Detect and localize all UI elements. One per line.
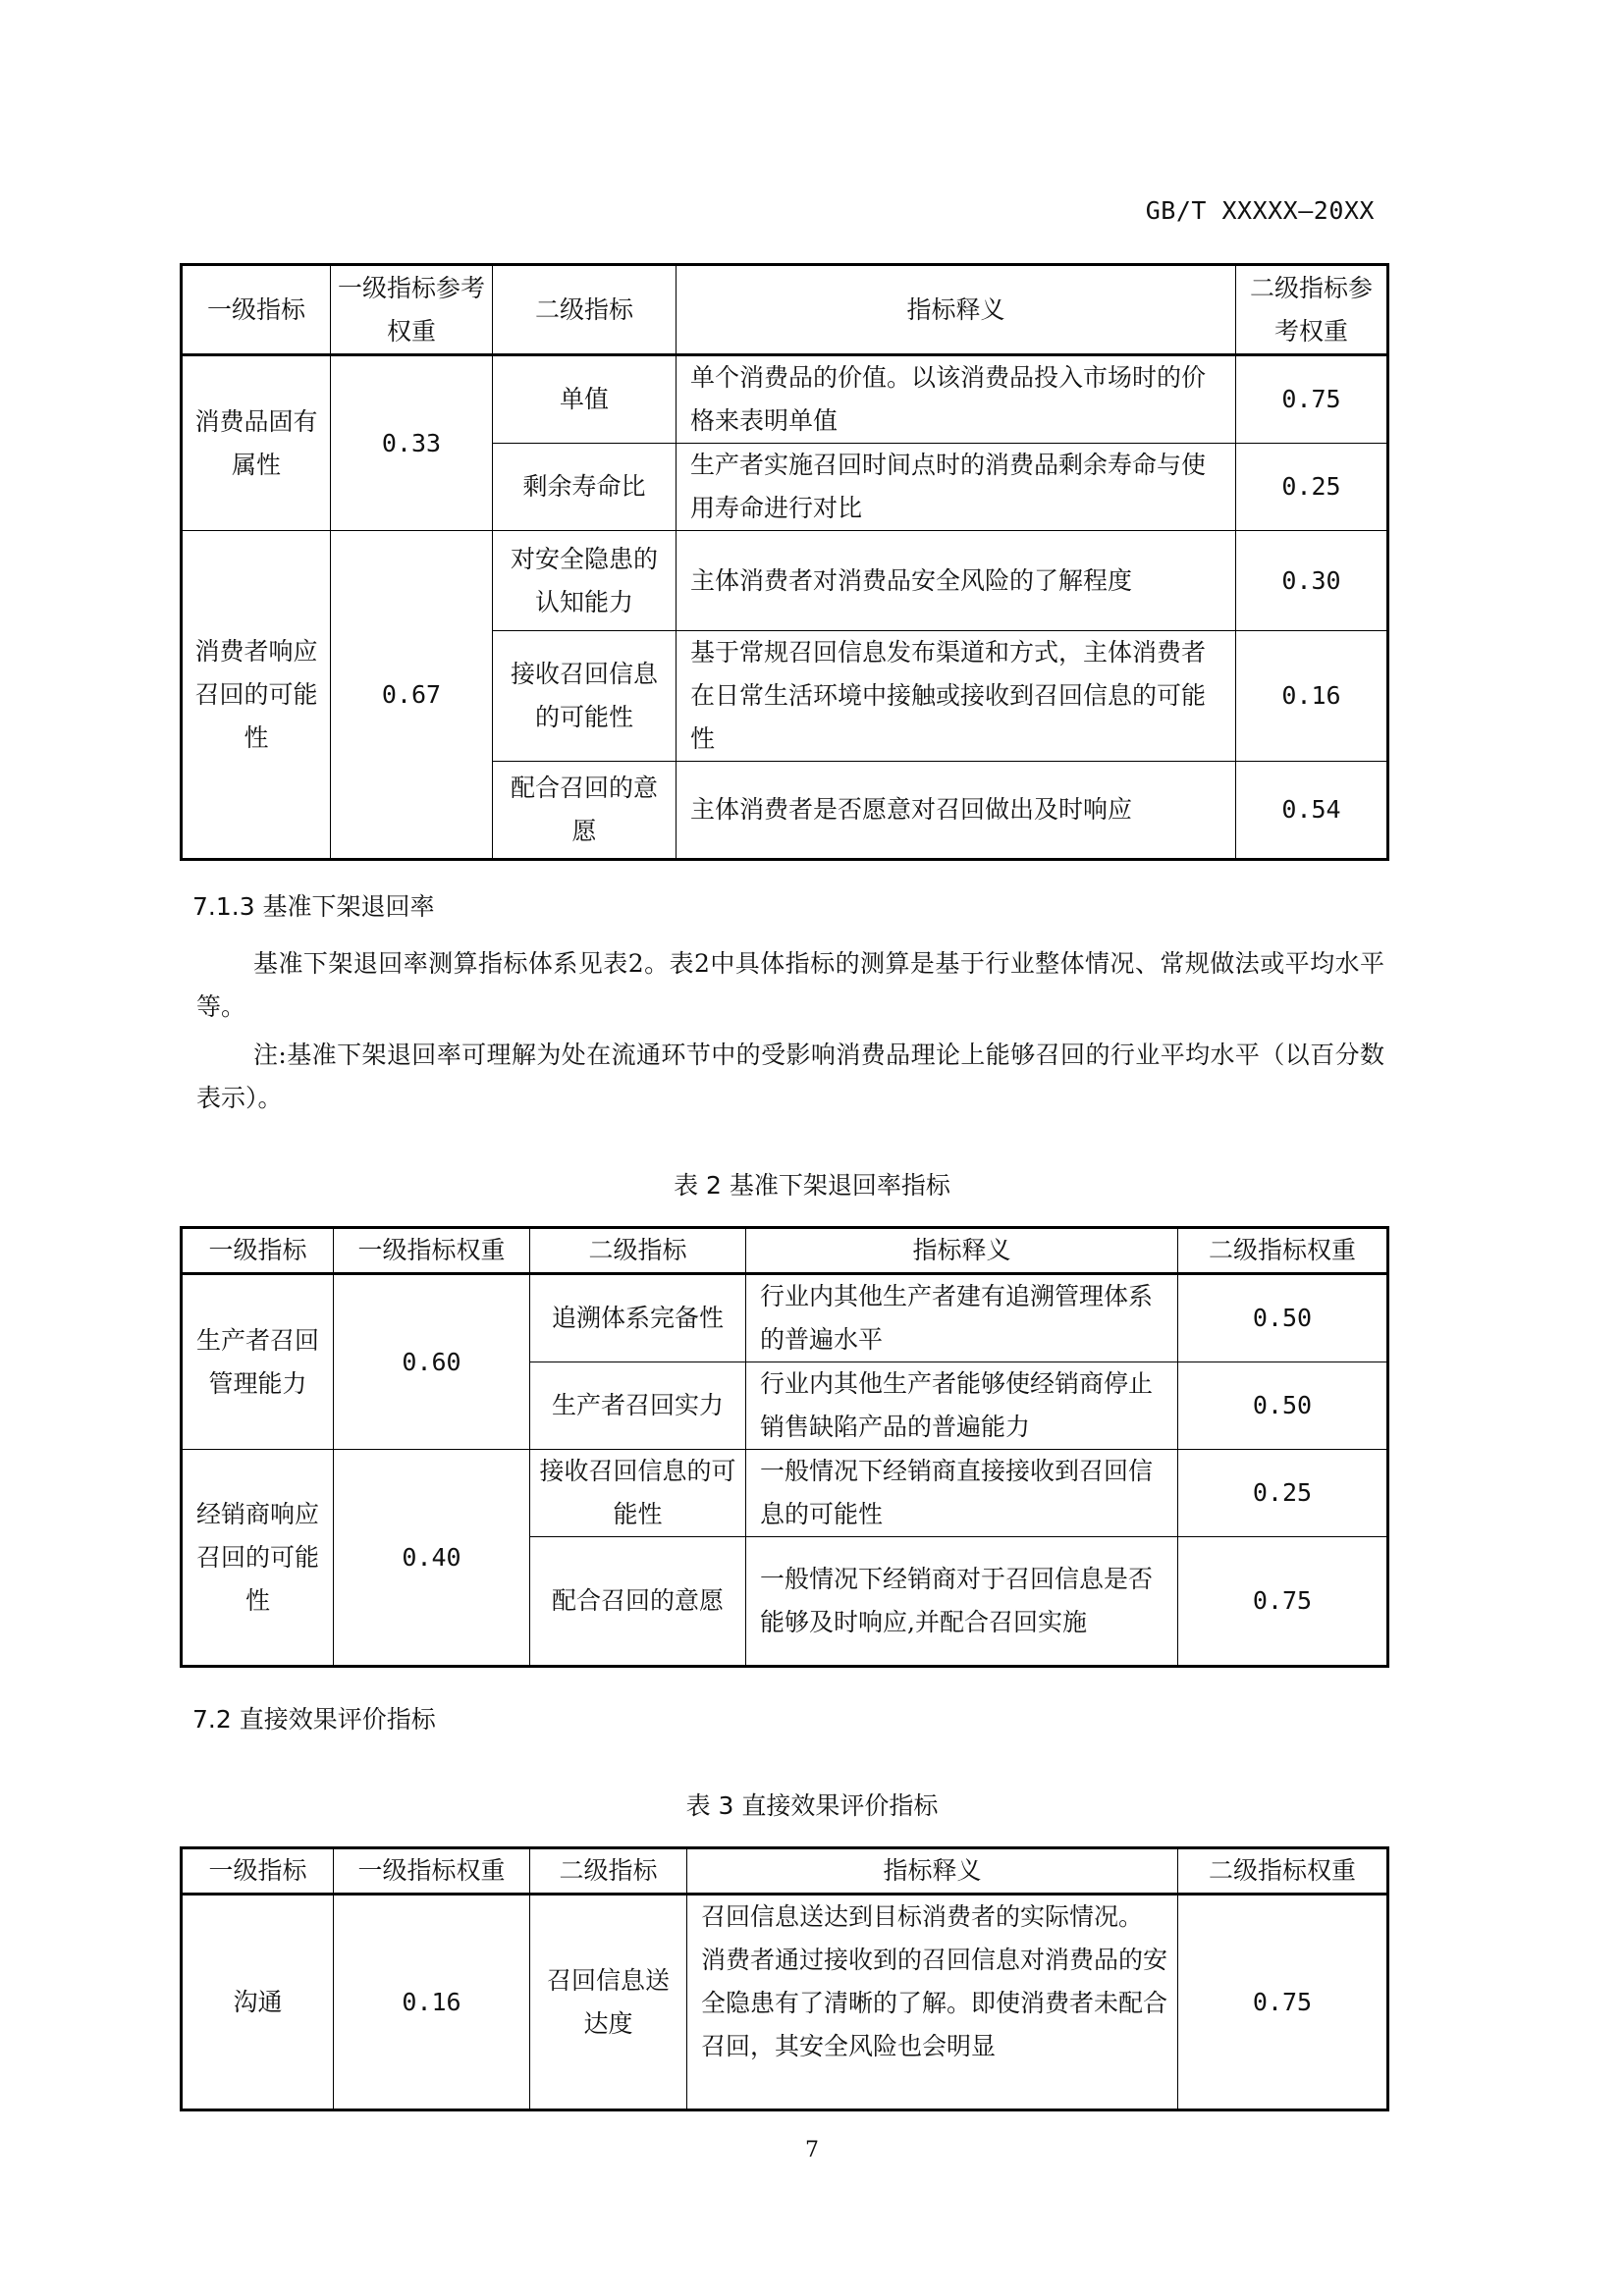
table-header-cell: 二级指标 <box>530 1228 746 1274</box>
standard-code-header: GB/T XXXXX—20XX <box>1145 196 1375 225</box>
description-line: 召回信息送达到目标消费者的实际情况。 <box>701 1902 1144 1931</box>
description-line: 消费者通过接收到的召回信息对消费品的安全隐患有了清晰的了解。即使消费者未配合召回，其安全风险也会明显 <box>701 1946 1168 2060</box>
table-3-caption: 表 3 直接效果评价指标 <box>685 1791 939 1820</box>
level1-weight: 0.60 <box>334 1274 530 1450</box>
table-3 <box>180 1846 1389 2111</box>
level1-indicator: 沟通 <box>182 1895 334 2110</box>
level2-weight: 0.54 <box>1236 762 1388 860</box>
level2-indicator: 追溯体系完备性 <box>530 1274 746 1362</box>
level1-indicator: 消费者响应召回的可能性 <box>182 531 331 860</box>
indicator-description: 行业内其他生产者建有追溯管理体系的普遍水平 <box>746 1274 1178 1362</box>
level2-weight: 0.50 <box>1178 1274 1388 1362</box>
table-header-cell: 二级指标 <box>530 1848 687 1895</box>
paragraph: 基准下架退回率测算指标体系见表2。表2中具体指标的测算是基于行业整体情况、常规做法或平均水平等。 <box>196 949 1384 1021</box>
table-header-cell: 一级指标权重 <box>334 1228 530 1274</box>
level2-indicator: 生产者召回实力 <box>530 1362 746 1450</box>
table-header-cell: 一级指标 <box>182 1848 334 1895</box>
level1-weight: 0.33 <box>331 355 493 531</box>
level2-indicator: 对安全隐患的认知能力 <box>493 531 677 631</box>
level2-weight: 0.25 <box>1178 1450 1388 1537</box>
table-row <box>182 1274 1388 1362</box>
section-heading-7-1-3: 7.1.3 基准下架退回率 <box>192 892 435 921</box>
level2-indicator: 单值 <box>493 355 677 444</box>
level2-indicator: 接收召回信息的可能性 <box>493 631 677 762</box>
page-number: 7 <box>805 2138 819 2163</box>
table-2 <box>180 1226 1389 1668</box>
table-row <box>182 1450 1388 1537</box>
table-row <box>182 355 1388 444</box>
table-header-cell: 指标释义 <box>687 1848 1178 1895</box>
table-header-cell: 一级指标 <box>182 1228 334 1274</box>
table-header-cell: 二级指标权重 <box>1178 1228 1388 1274</box>
table-row <box>182 531 1388 631</box>
table-header-cell: 一级指标权重 <box>334 1848 530 1895</box>
level1-indicator: 生产者召回管理能力 <box>182 1274 334 1450</box>
indicator-description: 主体消费者对消费品安全风险的了解程度 <box>677 531 1236 631</box>
indicator-description: 主体消费者是否愿意对召回做出及时响应 <box>677 762 1236 860</box>
indicator-description: 基于常规召回信息发布渠道和方式，主体消费者在日常生活环境中接触或接收到召回信息的可能性 <box>677 631 1236 762</box>
level2-indicator: 配合召回的意愿 <box>493 762 677 860</box>
level2-weight: 0.16 <box>1236 631 1388 762</box>
indicator-description: 一般情况下经销商对于召回信息是否能够及时响应,并配合召回实施 <box>746 1537 1178 1667</box>
table-2-caption: 表 2 基准下架退回率指标 <box>674 1171 950 1200</box>
indicator-description: 生产者实施召回时间点时的消费品剩余寿命与使用寿命进行对比 <box>677 444 1236 531</box>
indicator-description: 一般情况下经销商直接接收到召回信息的可能性 <box>746 1450 1178 1537</box>
table-header-cell: 指标释义 <box>746 1228 1178 1274</box>
table-header-cell: 二级指标 <box>493 265 677 355</box>
table-header-cell: 一级指标参考权重 <box>331 265 493 355</box>
level1-weight: 0.16 <box>334 1895 530 2110</box>
level2-weight: 0.75 <box>1236 355 1388 444</box>
level2-weight: 0.75 <box>1178 1537 1388 1667</box>
table-header-cell: 二级指标权重 <box>1178 1848 1388 1895</box>
level2-indicator: 配合召回的意愿 <box>530 1537 746 1667</box>
level2-weight: 0.50 <box>1178 1362 1388 1450</box>
table-row <box>182 1895 1388 2110</box>
indicator-description: 行业内其他生产者能够使经销商停止销售缺陷产品的普遍能力 <box>746 1362 1178 1450</box>
table-header-cell: 指标释义 <box>677 265 1236 355</box>
level1-weight: 0.40 <box>334 1450 530 1667</box>
indicator-description: 单个消费品的价值。以该消费品投入市场时的价格来表明单值 <box>677 355 1236 444</box>
level2-indicator: 接收召回信息的可能性 <box>530 1450 746 1537</box>
level2-weight: 0.30 <box>1236 531 1388 631</box>
level2-indicator: 召回信息送达度 <box>530 1895 687 2110</box>
table-header-cell: 二级指标参考权重 <box>1236 265 1388 355</box>
indicator-description <box>687 1895 1178 2110</box>
level2-indicator: 剩余寿命比 <box>493 444 677 531</box>
level1-weight: 0.67 <box>331 531 493 860</box>
section-heading-7-2: 7.2 直接效果评价指标 <box>192 1705 436 1734</box>
table-header-cell: 一级指标 <box>182 265 331 355</box>
table-1 <box>180 263 1389 861</box>
level1-indicator: 经销商响应召回的可能性 <box>182 1450 334 1667</box>
level2-weight: 0.75 <box>1178 1895 1388 2110</box>
level1-indicator: 消费品固有属性 <box>182 355 331 531</box>
level2-weight: 0.25 <box>1236 444 1388 531</box>
note: 注:基准下架退回率可理解为处在流通环节中的受影响消费品理论上能够召回的行业平均水平（以百分数表示）。 <box>196 1041 1384 1112</box>
